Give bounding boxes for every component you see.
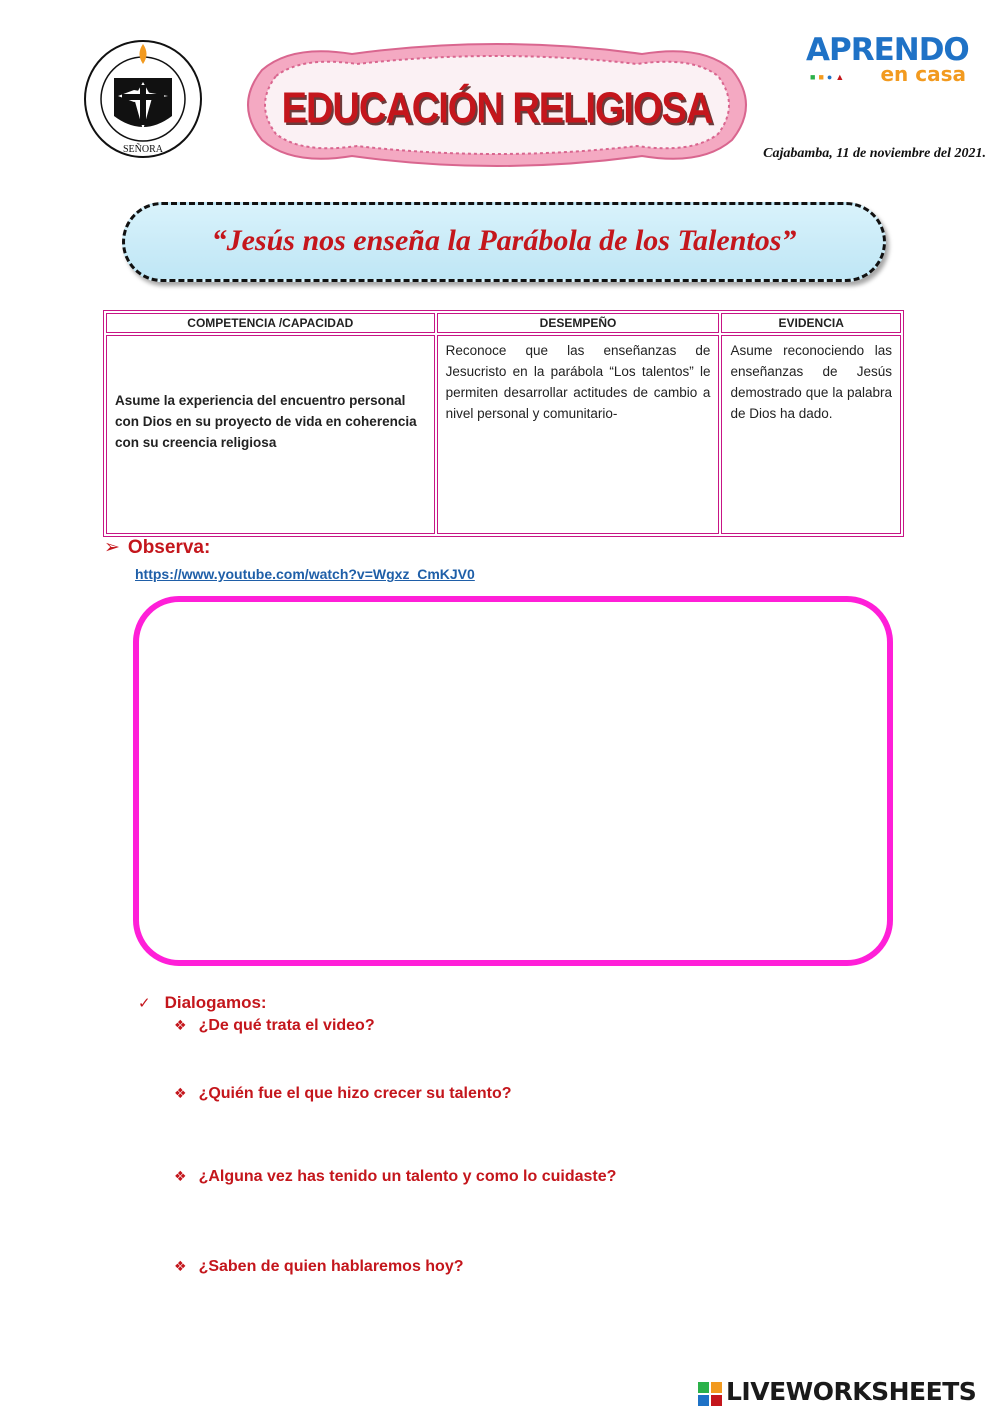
school-seal-logo bbox=[72, 38, 214, 160]
lesson-subtitle: “Jesús nos enseña la Parábola de los Talentos” bbox=[211, 224, 797, 257]
diamond-bullet-icon: ❖ bbox=[174, 1168, 187, 1184]
diamond-bullet-icon: ❖ bbox=[174, 1258, 187, 1274]
logo-sub-text: en casa bbox=[880, 62, 966, 86]
video-link[interactable]: https://www.youtube.com/watch?v=Wgxz_CmKJV0 bbox=[135, 566, 475, 582]
cell-competencia: Asume la experiencia del encuentro personal con Dios en su proyecto de vida en coherencia con su creencia religiosa bbox=[106, 335, 435, 534]
question-item bbox=[174, 1017, 375, 1035]
liveworksheets-watermark bbox=[698, 1377, 994, 1409]
checkmark-icon: ✓ bbox=[138, 995, 151, 1012]
question-text: ¿Alguna vez has tenido un talento y como lo cuidaste? bbox=[198, 1168, 617, 1185]
header-desempeno: DESEMPEÑO bbox=[437, 313, 720, 333]
observa-heading bbox=[104, 536, 210, 559]
logo-main-text: APRENDO bbox=[806, 32, 969, 68]
date-line: Cajabamba, 11 de noviembre del 2021. bbox=[763, 146, 986, 161]
diamond-bullet-icon: ❖ bbox=[174, 1085, 187, 1101]
cell-evidencia: Asume reconociendo las enseñanzas de Jesús demostrado que la palabra de Dios ha dado. bbox=[721, 335, 901, 534]
question-text: ¿De qué trata el video? bbox=[198, 1017, 375, 1034]
seal-text: SEÑORA bbox=[122, 144, 164, 155]
question-text: ¿Quién fue el que hizo crecer su talento? bbox=[198, 1085, 512, 1102]
diamond-bullet-icon: ❖ bbox=[174, 1017, 187, 1033]
aprendo-en-casa-logo bbox=[806, 32, 969, 94]
question-item bbox=[174, 1085, 512, 1103]
header-competencia: COMPETENCIA /CAPACIDAD bbox=[106, 313, 435, 333]
observa-label: Observa: bbox=[127, 537, 211, 558]
dialogamos-heading bbox=[138, 993, 267, 1013]
banner-title: EDUCACIÓN RELIGIOSA bbox=[281, 84, 713, 134]
competency-table bbox=[103, 310, 904, 537]
question-text: ¿Saben de quien hablaremos hoy? bbox=[198, 1258, 464, 1275]
table-header-row bbox=[106, 313, 901, 333]
liveworksheets-blocks-icon bbox=[698, 1382, 722, 1406]
video-frame[interactable] bbox=[133, 596, 893, 966]
dialogamos-label: Dialogamos: bbox=[164, 993, 267, 1012]
question-item bbox=[174, 1168, 616, 1186]
footer-brand: LIVEWORKSHEETS bbox=[726, 1377, 977, 1406]
arrow-bullet-icon: ➢ bbox=[104, 537, 120, 558]
question-item bbox=[174, 1258, 464, 1276]
cell-desempeno: Reconoce que las enseñanzas de Jesucristo en la parábola “Los talentos” le permiten desarrollar actitudes de cambio a nivel personal y comunitario- bbox=[437, 335, 720, 534]
table-row bbox=[106, 335, 901, 534]
logo-dots-icon: ■■●▲ bbox=[810, 72, 848, 82]
header-evidencia: EVIDENCIA bbox=[721, 313, 901, 333]
